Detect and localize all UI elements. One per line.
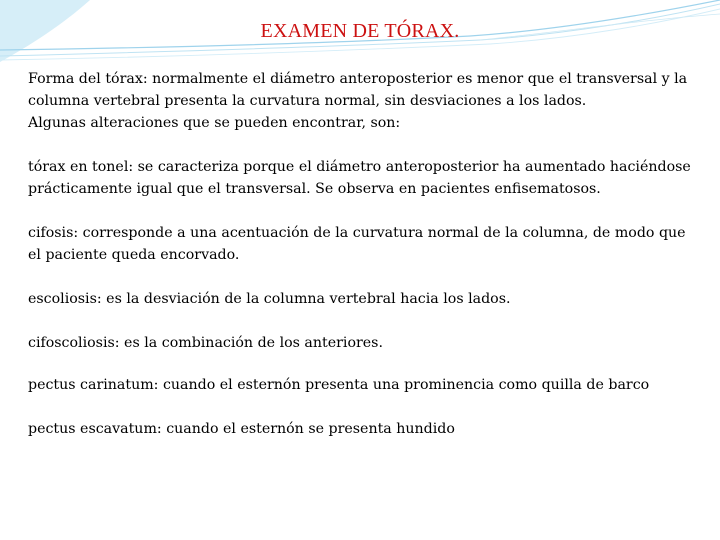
- paragraph-pectus-carinatum: [28, 374, 696, 396]
- paragraph-alteraciones-intro: [28, 112, 696, 134]
- term-description: : es la desviación de la columna vertebral hacia los lados.: [96, 291, 511, 307]
- term-label: Forma del tórax: [28, 71, 143, 87]
- term-label: pectus carinatum: [28, 377, 154, 393]
- paragraph-forma-del-torax: [28, 68, 696, 112]
- term-description: : corresponde a una acentuación de la curvatura normal de la columna, de modo que el paciente queda encorvado.: [28, 225, 686, 263]
- paragraph-cifosis: [28, 222, 696, 266]
- term-description: : normalmente el diámetro anteroposterior es menor que el transversal y la columna vertebral presenta la curvatura normal, sin desviaciones a los lados.: [28, 71, 688, 109]
- paragraph-pectus-escavatum: [28, 418, 696, 440]
- term-label: cifoscoliosis: [28, 335, 115, 351]
- paragraph-escoliosis: [28, 288, 696, 310]
- paragraph-cifoscoliosis: [28, 332, 696, 354]
- term-label: pectus escavatum: [28, 421, 157, 437]
- slide-title: EXAMEN DE TÓRAX.: [260, 20, 460, 42]
- term-description: : cuando el esternón se presenta hundido: [156, 421, 455, 437]
- term-label: cifosis: [28, 225, 74, 241]
- term-description: : se caracteriza porque el diámetro anteroposterior ha aumentado haciéndose prácticamente igual que el transversal. Se observa en pacientes enfisematosos.: [28, 159, 691, 197]
- term-description: : es la combinación de los anteriores.: [114, 335, 383, 351]
- term-label: escoliosis: [28, 291, 97, 307]
- term-description: : cuando el esternón presenta una prominencia como quilla de barco: [153, 377, 650, 393]
- paragraph-torax-en-tonel: [28, 156, 696, 200]
- slide-body: [28, 68, 696, 440]
- intro-text: Algunas alteraciones que se pueden encontrar, son:: [28, 115, 401, 131]
- term-label: tórax en tonel: [28, 159, 129, 175]
